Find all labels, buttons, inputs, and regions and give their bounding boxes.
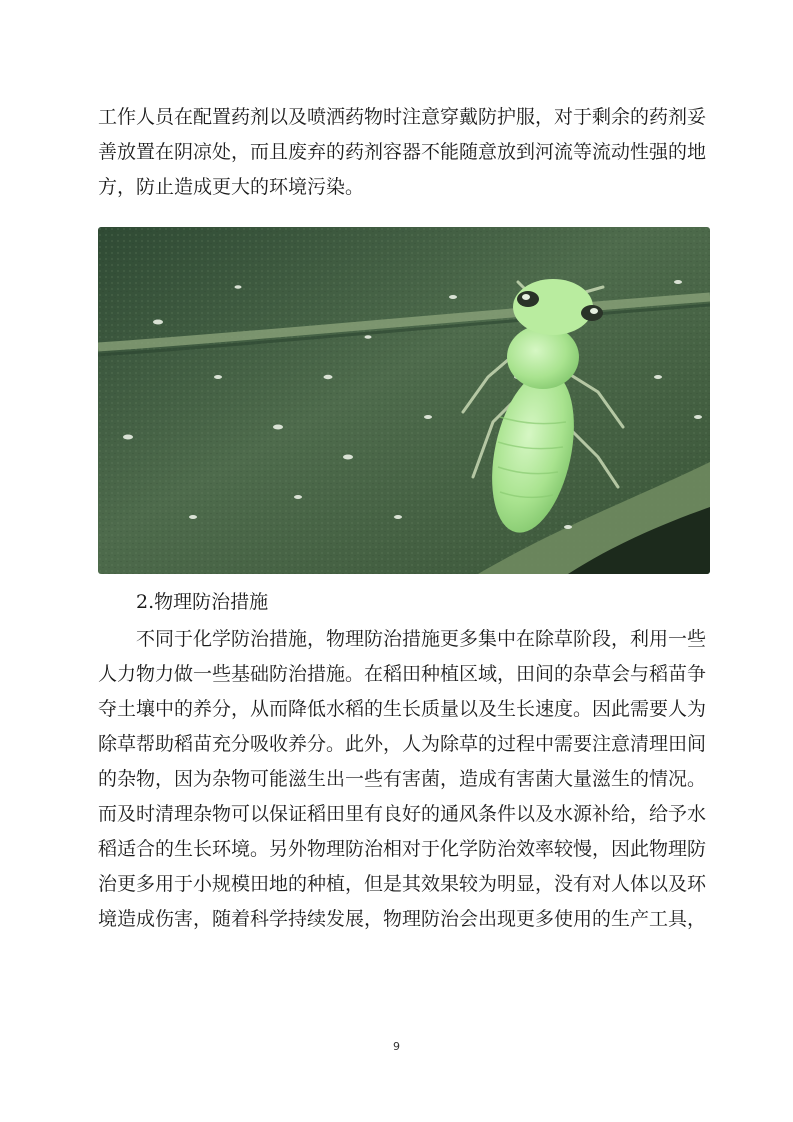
text-line: 的杂物，因为杂物可能滋生出一些有害菌，造成有害菌大量滋生的情况。 [98, 768, 707, 790]
text-line: 治更多用于小规模田地的种植，但是其效果较为明显，没有对人体以及环 [98, 873, 707, 895]
text-line: 方，防止造成更大的环境污染。 [98, 176, 365, 198]
text-line: 不同于化学防治措施，物理防治措施更多集中在除草阶段，利用一些 [136, 628, 707, 650]
text-line: 稻适合的生长环境。另外物理防治相对于化学防治效率较慢，因此物理防 [98, 838, 707, 860]
text-line: 善放置在阴凉处，而且废弃的药剂容器不能随意放到河流等流动性强的地 [98, 141, 707, 163]
leafhopper-photo [98, 227, 710, 574]
paragraph-physical-control [98, 622, 713, 937]
text-line: 工作人员在配置药剂以及喷洒药物时注意穿戴防护服，对于剩余的药剂妥 [98, 106, 707, 128]
text-line: 境造成伤害，随着科学持续发展，物理防治会出现更多使用的生产工具， [98, 908, 707, 930]
page-number: 9 [393, 1040, 400, 1053]
text-line: 夺土壤中的养分，从而降低水稻的生长质量以及生长速度。因此需要人为 [98, 698, 707, 720]
paragraph-safety-disposal [98, 100, 713, 205]
text-line: 除草帮助稻苗充分吸收养分。此外，人为除草的过程中需要注意清理田间 [98, 733, 707, 755]
text-line: 人力物力做一些基础防治措施。在稻田种植区域，田间的杂草会与稻苗争 [98, 663, 707, 685]
text-line: 而及时清理杂物可以保证稻田里有良好的通风条件以及水源补给，给予水 [98, 803, 707, 825]
section-heading: 2.物理防治措施 [136, 591, 269, 613]
